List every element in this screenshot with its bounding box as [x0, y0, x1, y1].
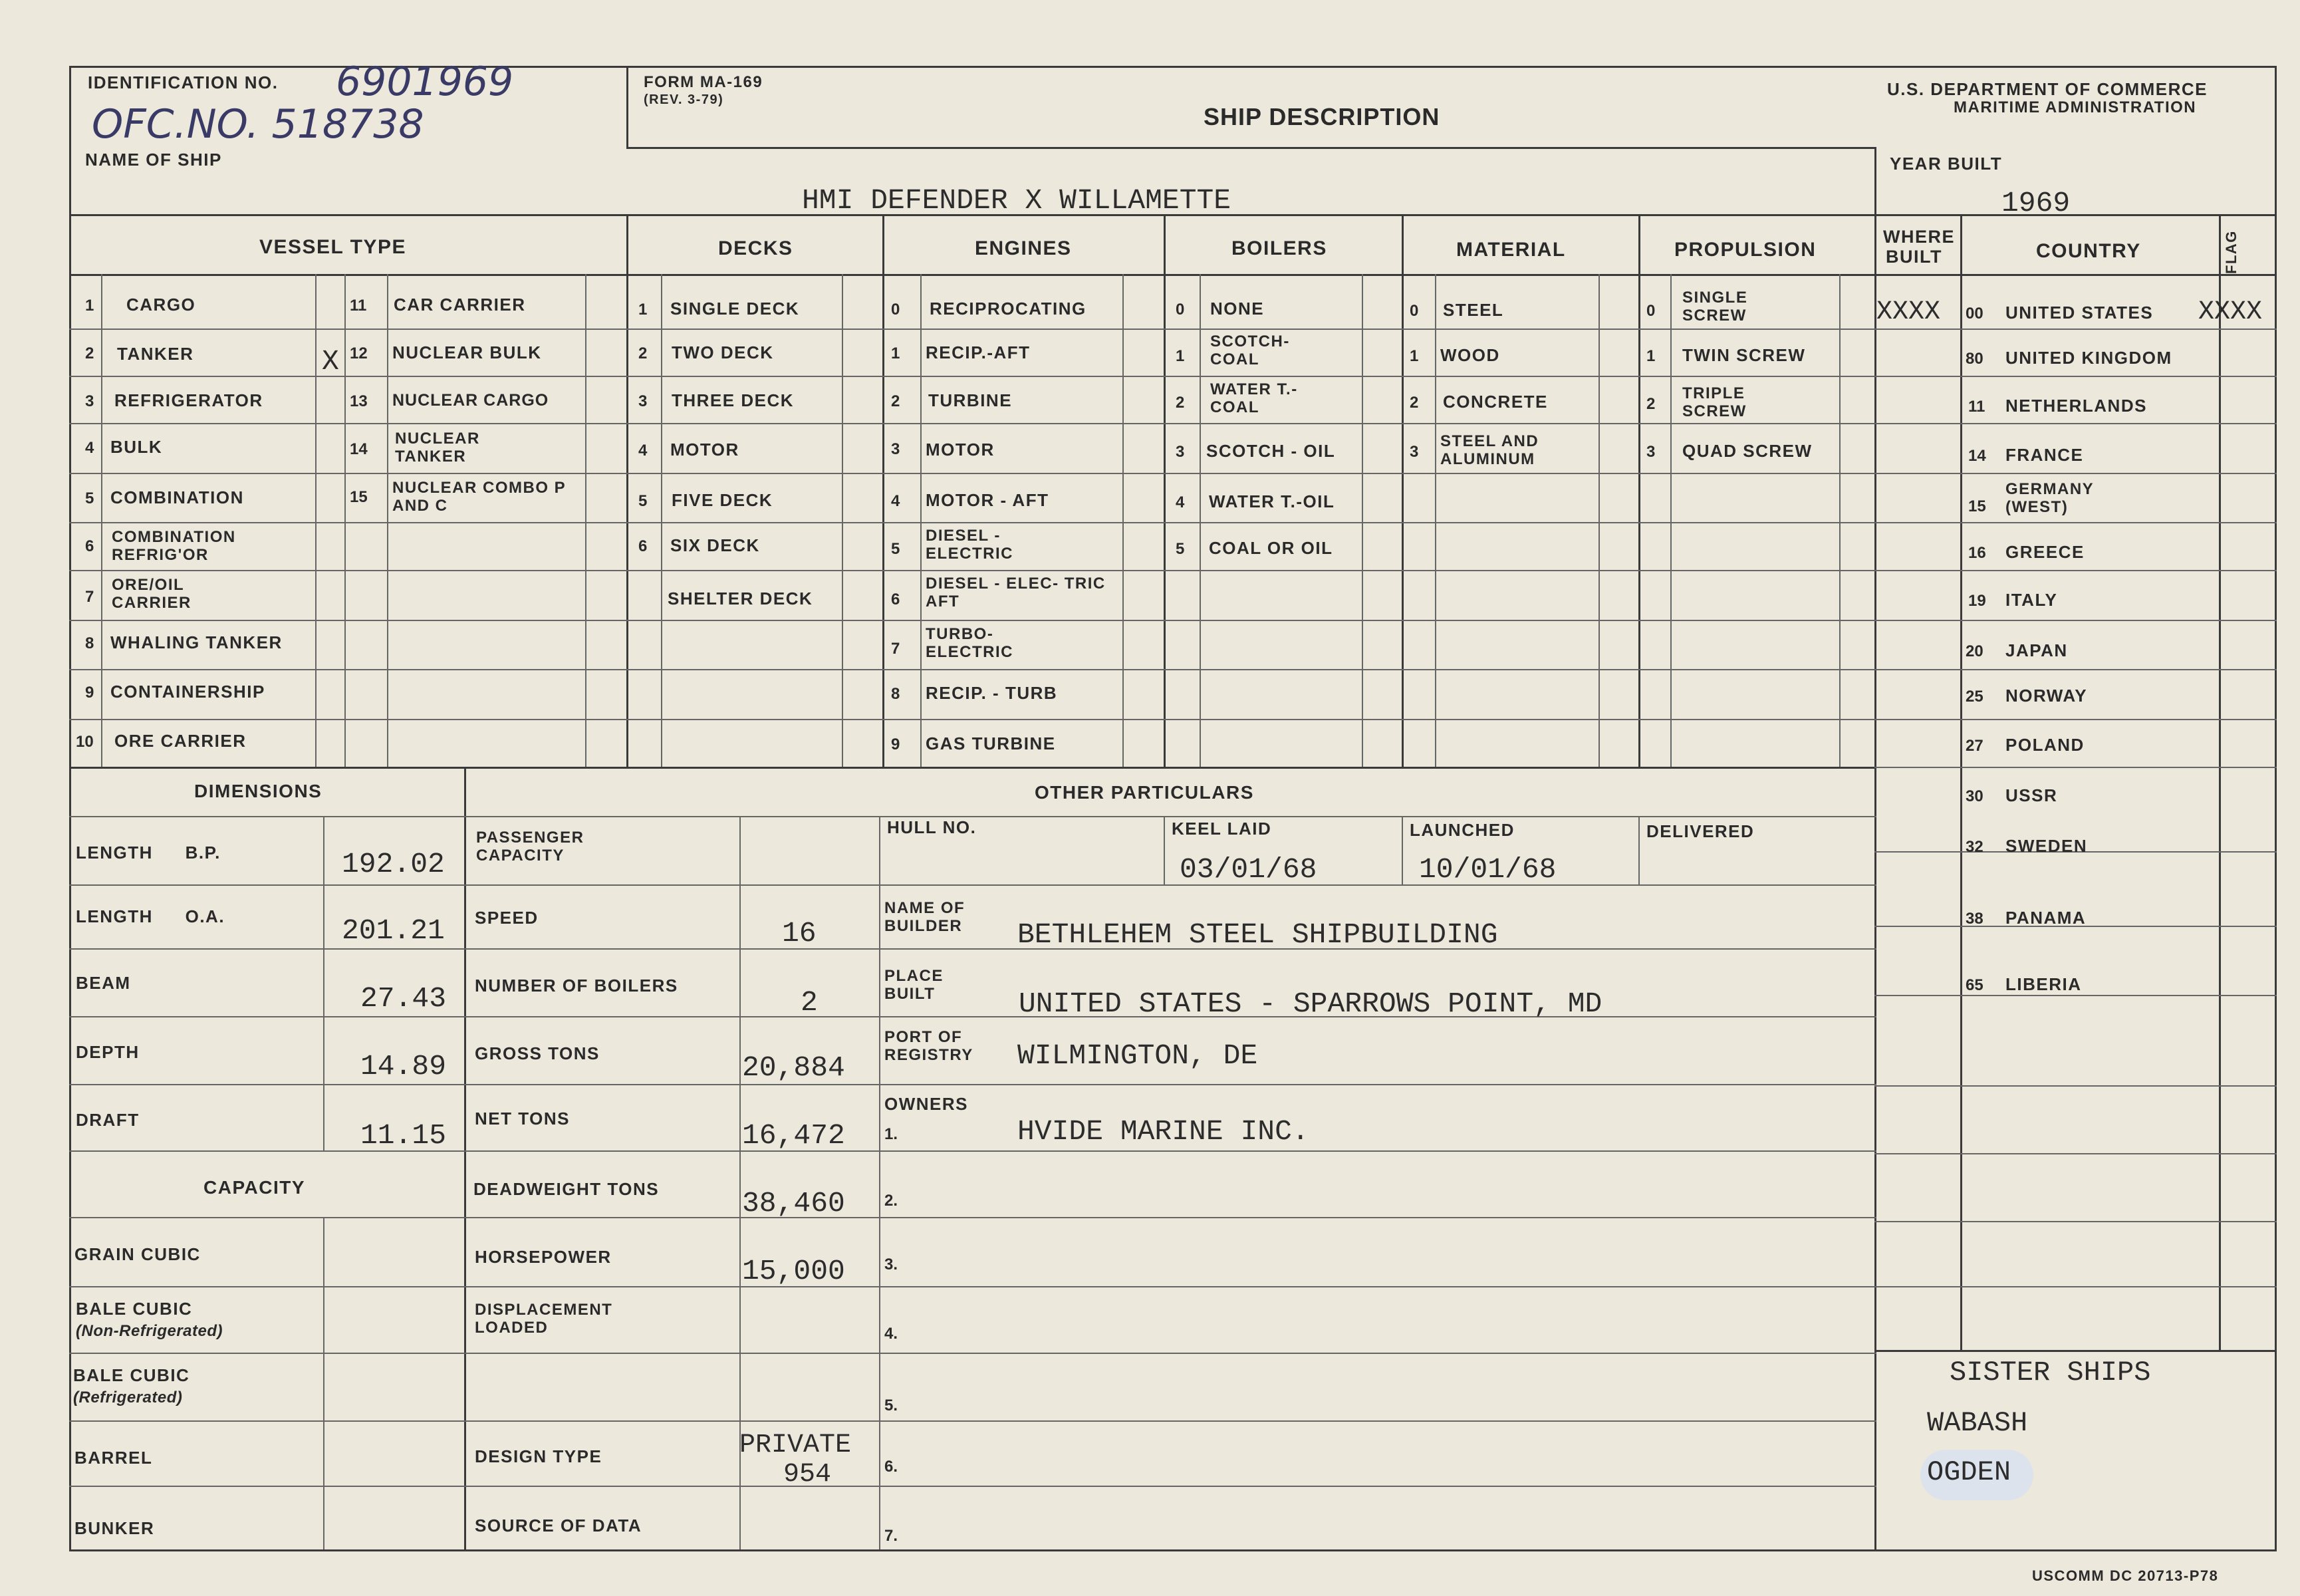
propulsion-label: SINGLE SCREW	[1682, 289, 1748, 325]
engine-code: 2	[891, 392, 900, 410]
country-label: NETHERLANDS	[2005, 396, 2147, 416]
keel-laid-label: KEEL LAID	[1172, 819, 1272, 839]
port-of-registry-value: WILMINGTON, DE	[1017, 1039, 1258, 1072]
owner-number: 6.	[884, 1458, 898, 1476]
vessel-type-label: WHALING TANKER	[110, 632, 283, 652]
deadweight-tons-label: DEADWEIGHT TONS	[473, 1179, 660, 1199]
boiler-code: 4	[1176, 493, 1185, 511]
country-label: NORWAY	[2005, 686, 2088, 706]
country-code: 27	[1966, 737, 1983, 755]
country-code: 19	[1968, 592, 1986, 610]
boiler-label: COAL OR OIL	[1209, 538, 1333, 558]
net-tons-value: 16,472	[742, 1119, 845, 1152]
boiler-code: 2	[1176, 394, 1185, 412]
country-header: COUNTRY	[2036, 240, 2141, 262]
material-label: STEEL AND ALUMINUM	[1440, 432, 1539, 468]
deck-code: 5	[638, 492, 648, 510]
material-label: CONCRETE	[1443, 392, 1548, 412]
boiler-code: 1	[1176, 347, 1185, 365]
country-code: 20	[1966, 642, 1983, 660]
engine-code: 7	[891, 640, 900, 658]
country-code: 80	[1966, 350, 1983, 368]
material-code: 0	[1410, 302, 1419, 320]
owner-number: 7.	[884, 1527, 898, 1545]
boilers-header: BOILERS	[1231, 237, 1327, 259]
vessel-type-label: BULK	[110, 437, 163, 457]
displacement-loaded-label: DISPLACEMENT LOADED	[475, 1301, 613, 1337]
owner-number: 2.	[884, 1192, 898, 1210]
barrel-label: BARREL	[74, 1448, 153, 1468]
length-oa-value: 201.21	[342, 914, 445, 947]
vessel-type-label: CARGO	[126, 295, 196, 315]
country-code: 15	[1968, 497, 1986, 515]
administration-name: MARITIME ADMINISTRATION	[1954, 98, 2197, 116]
vessel-code: 5	[85, 489, 94, 507]
flag-mark: XXXX	[2198, 297, 2263, 327]
number-of-boilers-value: 2	[801, 986, 818, 1019]
propulsion-code: 2	[1646, 395, 1656, 413]
vessel-code: 3	[85, 392, 94, 410]
launched-value: 10/01/68	[1419, 853, 1557, 886]
engine-code: 8	[891, 685, 900, 703]
owner-number: 5.	[884, 1396, 898, 1414]
boiler-label: SCOTCH- COAL	[1210, 332, 1290, 368]
vessel-type-label: ORE CARRIER	[114, 731, 247, 751]
horsepower-label: HORSEPOWER	[475, 1247, 612, 1267]
bale-cubic-r-sub: (Refrigerated)	[73, 1389, 183, 1406]
engine-code: 3	[891, 440, 900, 458]
country-label: JAPAN	[2005, 640, 2068, 660]
owner-number: 1.	[884, 1125, 898, 1143]
engine-code: 6	[891, 591, 900, 608]
country-code: 11	[1968, 398, 1985, 416]
boiler-code: 3	[1176, 443, 1185, 461]
engine-code: 1	[891, 344, 900, 362]
engine-code: 4	[891, 492, 900, 510]
material-code: 2	[1410, 394, 1419, 412]
keel-laid-value: 03/01/68	[1180, 853, 1317, 886]
propulsion-code: 0	[1646, 302, 1656, 320]
design-type-value-2: 954	[783, 1460, 832, 1490]
place-built-value: UNITED STATES - SPARROWS POINT, MD	[1019, 988, 1602, 1020]
deck-code: 1	[638, 301, 648, 319]
vessel-code: 14	[350, 440, 368, 458]
engine-label: MOTOR	[926, 440, 995, 460]
engine-label: RECIPROCATING	[930, 299, 1086, 319]
decks-header: DECKS	[718, 237, 793, 259]
vessel-code: 1	[85, 297, 94, 315]
country-label: SWEDEN	[2005, 836, 2088, 856]
country-label: PANAMA	[2005, 908, 2087, 928]
sister-ship-2: OGDEN	[1927, 1456, 2011, 1488]
passenger-capacity-label: PASSENGER CAPACITY	[476, 829, 584, 864]
gross-tons-label: GROSS TONS	[475, 1043, 600, 1063]
vessel-code: 2	[85, 344, 94, 362]
country-label: GREECE	[2005, 542, 2085, 562]
tanker-mark: X	[322, 345, 339, 378]
depth-label: DEPTH	[76, 1042, 140, 1062]
source-of-data-label: SOURCE OF DATA	[475, 1516, 642, 1535]
port-of-registry-label: PORT OF REGISTRY	[884, 1028, 973, 1064]
boiler-code: 5	[1176, 540, 1185, 558]
beam-label: BEAM	[76, 973, 131, 993]
draft-label: DRAFT	[76, 1110, 140, 1130]
vessel-code: 15	[350, 488, 368, 506]
dimensions-header: DIMENSIONS	[194, 781, 322, 801]
year-built-label: YEAR BUILT	[1890, 154, 2003, 174]
deck-code: 3	[638, 392, 648, 410]
vessel-code: 8	[85, 634, 94, 652]
deadweight-tons-value: 38,460	[742, 1187, 845, 1220]
engine-label: TURBINE	[928, 390, 1013, 410]
delivered-label: DELIVERED	[1646, 821, 1755, 841]
hull-no-label: HULL NO.	[887, 817, 977, 837]
country-code: 16	[1968, 544, 1986, 562]
number-of-boilers-label: NUMBER OF BOILERS	[475, 976, 678, 996]
deck-code: 6	[638, 537, 648, 555]
beam-value: 27.43	[360, 982, 447, 1015]
material-code: 1	[1410, 347, 1419, 365]
name-of-ship: HMI DEFENDER X WILLAMETTE	[802, 184, 1231, 217]
propulsion-header: PROPULSION	[1674, 239, 1817, 261]
bunker-label: BUNKER	[74, 1518, 155, 1538]
country-code: 65	[1966, 976, 1983, 994]
vessel-code: 12	[350, 344, 368, 362]
propulsion-label: QUAD SCREW	[1682, 441, 1813, 461]
propulsion-code: 3	[1646, 443, 1656, 461]
engine-label: DIESEL - ELEC- TRIC AFT	[926, 575, 1106, 610]
deck-label: FIVE DECK	[672, 490, 773, 510]
boiler-code: 0	[1176, 301, 1185, 319]
engine-label: RECIP. - TURB	[926, 683, 1058, 703]
vessel-type-label: REFRIGERATOR	[114, 390, 263, 410]
deck-label: SINGLE DECK	[670, 299, 800, 319]
deck-label: MOTOR	[670, 440, 739, 460]
country-label: UNITED STATES	[2005, 303, 2154, 323]
vessel-code: 6	[85, 537, 94, 555]
country-label: USSR	[2005, 785, 2058, 805]
propulsion-label: TWIN SCREW	[1682, 345, 1806, 365]
draft-value: 11.15	[360, 1119, 447, 1152]
owners-label: OWNERS	[884, 1094, 968, 1114]
place-built-label: PLACE BUILT	[884, 967, 944, 1003]
vessel-type-label: NUCLEAR TANKER	[395, 430, 480, 466]
deck-code: 2	[638, 344, 648, 362]
country-code: 14	[1968, 447, 1986, 465]
vessel-code: 9	[85, 684, 94, 702]
material-label: WOOD	[1440, 345, 1500, 365]
length-bp-value: 192.02	[342, 848, 445, 880]
country-label: UNITED KINGDOM	[2005, 348, 2172, 368]
deck-label: THREE DECK	[672, 390, 795, 410]
country-label: LIBERIA	[2005, 974, 2082, 994]
vessel-code: 4	[85, 439, 94, 457]
department-name: U.S. DEPARTMENT OF COMMERCE	[1887, 79, 2208, 99]
depth-value: 14.89	[360, 1050, 447, 1083]
vessel-code: 11	[350, 297, 367, 315]
bale-cubic-r-label: BALE CUBIC	[73, 1365, 190, 1385]
country-code: 32	[1966, 838, 1983, 856]
identification-label: IDENTIFICATION NO.	[88, 72, 279, 92]
boiler-label: SCOTCH - OIL	[1206, 441, 1336, 461]
engine-label: DIESEL - ELECTRIC	[926, 527, 1013, 563]
deck-label: TWO DECK	[672, 342, 774, 362]
country-label: POLAND	[2005, 735, 2085, 755]
vessel-type-label: COMBINATION	[110, 487, 244, 507]
sister-ships-header: SISTER SHIPS	[1950, 1357, 2151, 1389]
material-code: 3	[1410, 443, 1419, 461]
vessel-type-label: TANKER	[117, 344, 194, 364]
flag-header: FLAG	[2223, 230, 2239, 274]
engine-label: TURBO- ELECTRIC	[926, 625, 1013, 661]
design-type-label: DESIGN TYPE	[475, 1446, 602, 1466]
vessel-code: 10	[76, 733, 94, 751]
form-title: SHIP DESCRIPTION	[1204, 103, 1440, 130]
design-type-value-1: PRIVATE	[739, 1430, 852, 1460]
net-tons-label: NET TONS	[475, 1109, 570, 1129]
engines-header: ENGINES	[975, 237, 1072, 259]
deck-label: SIX DECK	[670, 535, 760, 555]
built-header: BUILT	[1886, 247, 1942, 267]
vessel-type-label: CONTAINERSHIP	[110, 682, 265, 702]
vessel-code: 13	[350, 392, 368, 410]
gross-tons-value: 20,884	[742, 1051, 845, 1084]
vessel-code: 7	[85, 588, 94, 606]
grain-cubic-label: GRAIN CUBIC	[74, 1244, 201, 1264]
speed-label: SPEED	[475, 908, 539, 928]
boiler-label: WATER T.-OIL	[1209, 491, 1335, 511]
other-particulars-header: OTHER PARTICULARS	[1035, 782, 1254, 803]
deck-code: 4	[638, 442, 648, 460]
engine-code: 0	[891, 301, 900, 319]
capacity-header: CAPACITY	[203, 1177, 306, 1198]
speed-value: 16	[782, 917, 817, 950]
where-header: WHERE	[1883, 227, 1955, 247]
form-name: FORM MA-169	[644, 73, 763, 91]
country-code: 38	[1966, 910, 1983, 928]
country-code: 30	[1966, 787, 1983, 805]
propulsion-label: TRIPLE SCREW	[1682, 384, 1747, 420]
engine-label: MOTOR - AFT	[926, 490, 1049, 510]
vessel-type-label: NUCLEAR COMBO P AND C	[392, 479, 566, 515]
engine-code: 9	[891, 735, 900, 753]
launched-label: LAUNCHED	[1410, 820, 1515, 840]
vessel-type-label: COMBINATION REFRIG'OR	[112, 528, 236, 564]
form-revision: (REV. 3-79)	[644, 92, 724, 107]
deck-label: SHELTER DECK	[668, 589, 813, 608]
vessel-type-header: VESSEL TYPE	[259, 236, 407, 258]
engine-label: RECIP.-AFT	[926, 342, 1031, 362]
name-of-ship-label: NAME OF SHIP	[85, 150, 222, 170]
engine-label: GAS TURBINE	[926, 733, 1056, 753]
where-built-mark: XXXX	[1876, 297, 1941, 327]
owner-number: 4.	[884, 1325, 898, 1343]
year-built: 1969	[2001, 187, 2071, 219]
builder-label: NAME OF BUILDER	[884, 899, 965, 935]
sister-ship-1: WABASH	[1927, 1407, 2028, 1439]
country-code: 25	[1966, 688, 1983, 706]
boiler-label: NONE	[1210, 299, 1265, 319]
boiler-label: WATER T.- COAL	[1210, 380, 1298, 416]
owner-1-value: HVIDE MARINE INC.	[1017, 1115, 1309, 1148]
material-header: MATERIAL	[1456, 239, 1566, 261]
bale-cubic-nr-label: BALE CUBIC	[76, 1299, 193, 1319]
owner-number: 3.	[884, 1256, 898, 1273]
country-label: GERMANY (WEST)	[2005, 480, 2094, 516]
length-bp-label: LENGTH B.P.	[76, 843, 221, 863]
official-number: OFC.NO. 518738	[92, 101, 424, 148]
country-label: FRANCE	[2005, 445, 2084, 465]
vessel-type-label: NUCLEAR BULK	[392, 342, 542, 362]
country-code: 00	[1966, 305, 1983, 323]
propulsion-code: 1	[1646, 347, 1656, 365]
identification-number: 6901969	[336, 59, 514, 105]
country-label: ITALY	[2005, 590, 2058, 610]
vessel-type-label: NUCLEAR CARGO	[392, 391, 549, 410]
engine-code: 5	[891, 540, 900, 558]
length-oa-label: LENGTH O.A.	[76, 906, 225, 926]
vessel-type-label: CAR CARRIER	[394, 295, 526, 315]
builder-value: BETHLEHEM STEEL SHIPBUILDING	[1017, 918, 1498, 951]
bale-cubic-nr-sub: (Non-Refrigerated)	[76, 1322, 223, 1340]
vessel-type-label: ORE/OIL CARRIER	[112, 576, 192, 612]
horsepower-value: 15,000	[742, 1255, 845, 1287]
material-label: STEEL	[1443, 300, 1504, 320]
footer-code: USCOMM DC 20713-P78	[2032, 1567, 2219, 1584]
